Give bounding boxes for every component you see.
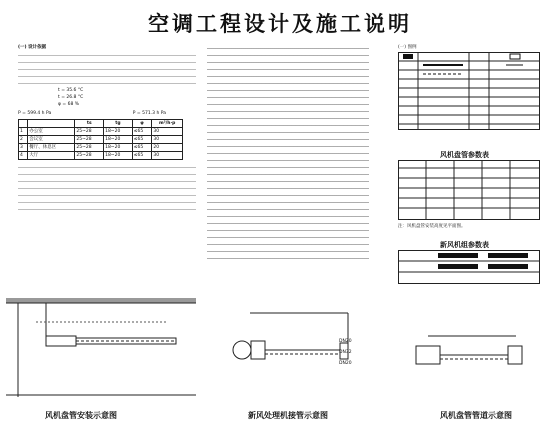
fresh-air-table-title: 新风机组参数表 [440, 241, 489, 249]
col-ts: ts [75, 120, 104, 128]
table-row: 4 大厅 25~28 18~20 ≤65 30 [19, 152, 183, 160]
table-row: 3 餐厅、休息区 25~28 18~20 ≤65 20 [19, 144, 183, 152]
page-title: 空调工程设计及施工说明 [148, 12, 412, 36]
table-row: 1 办公室 25~28 18~20 ≤65 30 [19, 128, 183, 136]
fan-coil-table-title: 风机盘管参数表 [440, 151, 489, 159]
fan-coil-param-table [398, 160, 540, 220]
dn-label-2: DN32 [339, 350, 352, 355]
col-rh: φ [132, 120, 152, 128]
pressure-summer: P = 599.4 h Pa [18, 111, 52, 116]
dn-label-1: DN20 [339, 339, 352, 344]
middle-caption: 新风处理机接管示意图 [248, 411, 328, 420]
outdoor-temp-wetbulb: t = 26.8 °C [58, 95, 84, 100]
indoor-design-table [18, 119, 183, 160]
design-basis-heading: (一) 设计依据 [18, 45, 47, 50]
middle-text-block [207, 44, 369, 264]
fresh-air-unit-drawing [220, 305, 380, 395]
left-caption: 风机盘管安装示意图 [45, 411, 117, 420]
fan-coil-install-drawing [6, 292, 196, 410]
outdoor-humidity: φ = 68 % [58, 102, 80, 107]
right-caption: 风机盘管管道示意图 [440, 411, 512, 420]
fresh-air-param-table [398, 250, 540, 284]
fan-coil-note: 注：风机盘管安装高度见平面图。 [398, 224, 466, 229]
legend-heading: (一) 图例 [398, 45, 417, 50]
col-m: m³/h·p [152, 120, 183, 128]
dn-label-3: DN20 [339, 361, 352, 366]
outdoor-temp-summer: t = 35.6 °C [58, 88, 84, 93]
left-column [18, 44, 196, 294]
col-tg: tg [104, 120, 133, 128]
legend-table [398, 52, 540, 130]
table-row: 2 会议室 25~28 18~20 ≤65 30 [19, 136, 183, 144]
fan-coil-piping-drawing [398, 316, 540, 396]
pressure-winter: P = 571.3 h Pa [132, 111, 166, 116]
